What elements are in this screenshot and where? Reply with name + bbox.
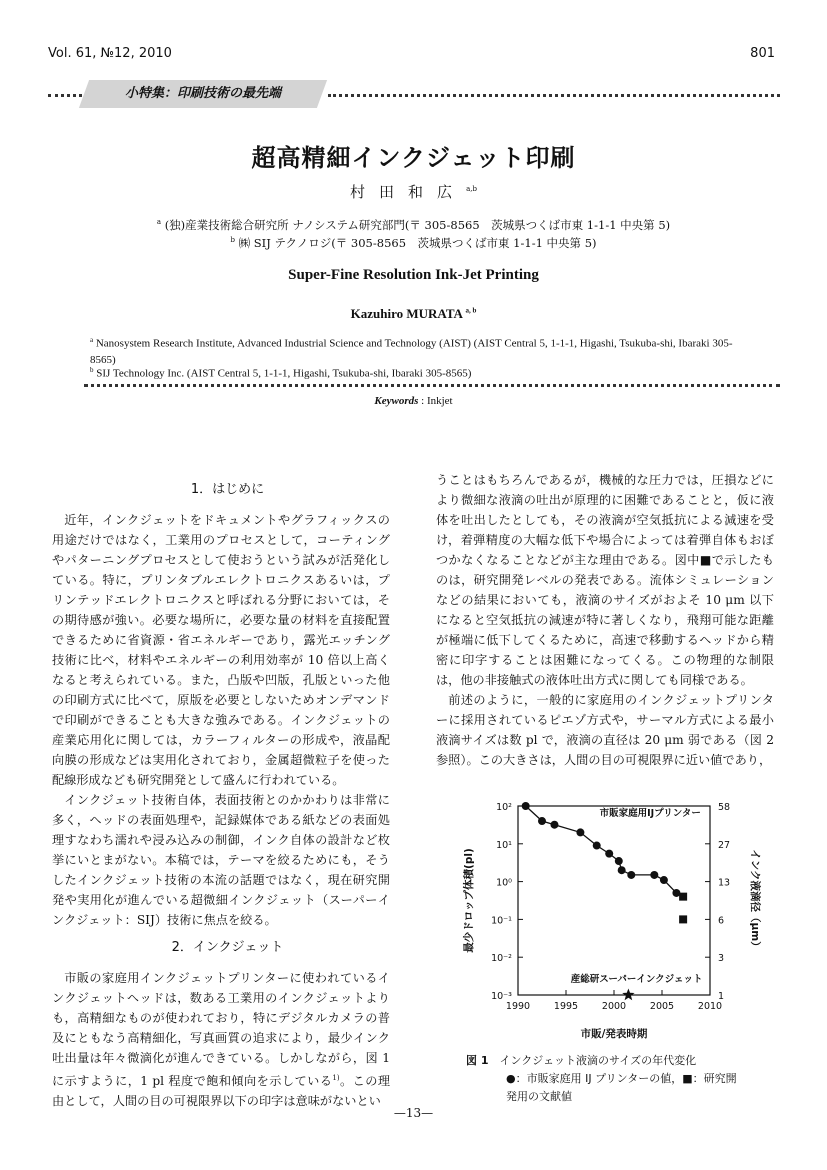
affiliation-en-b: $^b$ SIJ Technology Inc. (AIST Central 5, 1-1-1, Higashi, Tsukuba-shi, Ibaraki 305-8565) xyxy=(90,366,472,380)
y-axis-label: 最少ドロップ体積(pl) xyxy=(463,848,475,953)
y-tick-label: 10⁻³ xyxy=(491,991,512,1002)
left-column xyxy=(52,480,390,1111)
divider xyxy=(84,384,780,387)
data-point-circle xyxy=(522,802,530,810)
right-column xyxy=(436,470,774,770)
paragraph: 近年，インクジェットをドキュメントやグラフィックスの用途だけではなく，工業用のプロセスとして，コーティングやパターニングプロセスとして使おうという試みが活発化している。特に，プリンタブルエレクトロニクスあるいは，プリンテッドエレクトロニクスと呼ばれる分野においては，その期待感が強い。必要な場所に，必要な量の材料を直接配置できるために省資源・省エネルギーであり，露光エッチング技術に比べ，材料やエネルギーの利用効率が 10 倍以上高くなると考えられている。また，凸版や凹版，孔版といった他の印刷方式に比べて，原版を必要としないためオンデマンドで印刷ができることも大きな強みである。インクジェットの産業応用化に関しては，カラーフィルターの形成や，液晶配向膜の形成などは実用化されており，金属超微粒子を使った配線形成なども研究開発として盛んに行われている。 xyxy=(52,513,390,787)
title-ja: 超高精細インクジェット印刷 xyxy=(251,144,576,172)
section-heading: 2．インクジェット xyxy=(171,940,284,955)
data-point-circle xyxy=(550,821,558,829)
y2-tick-label: 58 xyxy=(718,802,731,813)
y2-tick-label: 1 xyxy=(718,991,725,1002)
author-ja: 村田和広$^{a,b}$ xyxy=(350,183,477,201)
x-axis-label: 市販/発表時期 xyxy=(580,1028,648,1040)
page-footer: —13— xyxy=(393,1106,434,1120)
y-tick-label: 10² xyxy=(496,802,512,813)
data-point-circle xyxy=(660,876,668,884)
y-tick-label: 10⁻¹ xyxy=(491,915,512,927)
x-tick-label: 2005 xyxy=(649,1001,675,1012)
y-tick-label: 10⁰ xyxy=(496,877,512,889)
divider xyxy=(48,94,82,97)
affiliation-ja-b: $^b$ ㈱ SIJ テクノロジ(〒 305-8565 茨城県つくば市東 1-1-1 中央第 5) xyxy=(230,236,597,250)
affiliation-ja-a: $^a$ (独)産業技術総合研究所 ナノシステム研究部門(〒 305-8565 茨城県つくば市東 1-1-1 中央第 5) xyxy=(156,218,671,232)
special-issue-banner: 小特集：印刷技術の最先端 xyxy=(124,86,281,101)
y2-tick-label: 3 xyxy=(718,953,725,965)
paragraph: 前述のように，一般的に家庭用のインクジェットプリンターに採用されているピエゾ方式や，サーマル方式による最小液滴サイズは数 pl で，液滴の直径は 20 μm 弱である（図 2 参照）。この大きさは，人間の目の可視限界に近い値であり， xyxy=(436,693,774,767)
paragraph: 市販の家庭用インクジェットプリンターに使われているインクジェットヘッドは，数ある工業用のインクジェットよりも，高精細なものが使われており，特にデジタルカメラの普及にともなう高精細化，写真画質の追求により，最少インク吐出量は年々微滴化が進んできている。しかしながら，図 1 に示すように，1 pl 程度で飽和傾向を示している$^{1)}$。この理由として，人間の目の可視限界以下の印字は意味がないとい xyxy=(52,971,391,1109)
title-en: Super-Fine Resolution Ink-Jet Printing xyxy=(288,267,539,283)
data-point-circle xyxy=(593,842,601,850)
data-point-circle xyxy=(538,817,546,825)
data-point-circle xyxy=(650,871,658,879)
y2-tick-label: 13 xyxy=(718,877,731,889)
data-point-square xyxy=(679,893,687,901)
x-tick-label: 1995 xyxy=(553,1001,579,1012)
divider xyxy=(328,94,780,97)
data-point-circle xyxy=(605,850,613,858)
author-en: Kazuhiro MURATA $^{a, b}$ xyxy=(350,306,477,321)
keywords: Keywords : Inkjet xyxy=(374,395,453,407)
data-point-circle xyxy=(618,866,626,874)
y-tick-label: 10¹ xyxy=(496,839,512,851)
y2-tick-label: 27 xyxy=(718,839,731,851)
data-point-circle xyxy=(576,828,584,836)
paragraph: うことはもちろんであるが，機械的な圧力では，圧損などにより微細な液滴の吐出が原理的に困難であることと，仮に液体を吐出したとしても，その液滴が空気抵抗による減速を受け，着弾精度の大幅な低下や場合によっては着弾自体もおぼつかなくなることなどが主な理由である。図中■で示したものは，研究開発レベルの発表である。流体シミュレーションなどの結果においても，液滴のサイズがおよそ 10 μm 以下になると空気抵抗の減速が特に著しくなり，飛翔可能な距離が極端に低下してくるために，高速で移動するヘッドから精密に印字することは困難になってくる。この物理的な制限は，他の非接触式の液体吐出方式に関しても同様である。 xyxy=(436,473,774,687)
data-point-square xyxy=(679,915,687,923)
affiliation-en-a: $^a$ Nanosystem Research Institute, Advanced Industrial Science and Technology (AIST) (AIST Central 5, 1-1-1, Higashi, Tsukuba-shi, Ibaraki 305-8565) xyxy=(90,336,733,366)
journal-volume: Vol. 61, №12, 2010 xyxy=(48,46,172,61)
data-point-circle xyxy=(627,871,635,879)
x-tick-label: 1990 xyxy=(505,1001,531,1012)
annotation-commercial: 市販家庭用IJプリンター xyxy=(599,807,701,819)
y2-axis-label: インク液滴径（μm） xyxy=(749,849,761,952)
annotation-sij: 産総研スーパーインクジェット xyxy=(570,974,703,986)
section-heading: 1．はじめに xyxy=(190,482,265,497)
x-tick-label: 2000 xyxy=(601,1001,627,1012)
x-tick-label: 2010 xyxy=(697,1001,723,1012)
y2-tick-label: 6 xyxy=(718,915,725,927)
data-point-circle xyxy=(615,857,623,865)
data-point-star xyxy=(622,989,634,1001)
paragraph: インクジェット技術自体，表面技術とのかかわりは非常に多く，ヘッドの表面処理や，記録媒体である紙などの表面処理すなわち濡れや浸み込みの制御，インク自体の設計など枚挙にいとまがない。本稿では，テーマを絞るためにも，そうしたインクジェット技術の本流の話題ではなく，現在研究開発や実用化が進んでいる超微細インクジェット（スーパーインクジェット：SIJ）技術に焦点を絞る。 xyxy=(52,793,390,927)
figure-1-chart xyxy=(456,790,776,1045)
figure-caption-label: 図 1 xyxy=(466,1054,489,1067)
page-number: 801 xyxy=(750,46,775,61)
author-ja-superscript: a,b xyxy=(466,185,477,193)
series-line xyxy=(526,806,677,893)
figure-caption: 図 1 インクジェット液滴のサイズの年代変化 ●：市販家庭用 IJ プリンターの値，■：研究開 発用の文献値 xyxy=(466,1054,737,1103)
y-tick-label: 10⁻² xyxy=(491,953,512,965)
